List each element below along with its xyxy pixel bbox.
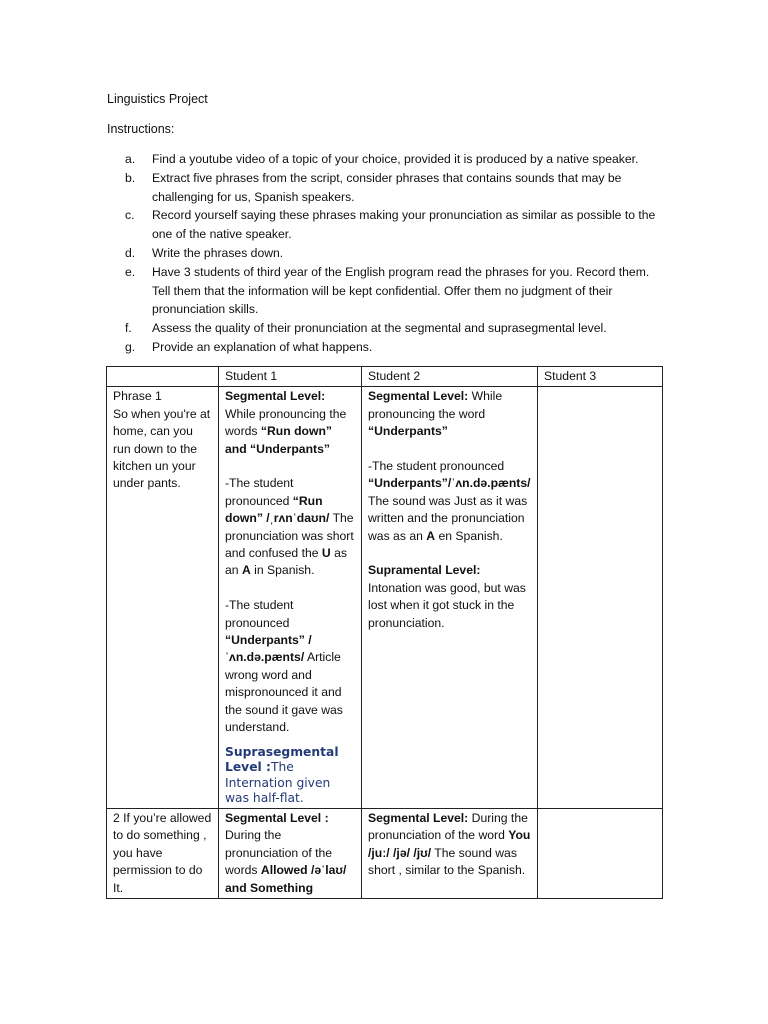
segmental-paragraph: Segmental Level : During the pronunciation of the words Allowed /əˈlaʊ/ and Something [225,810,347,895]
instruction-item: d. Write the phrases down. [125,245,284,260]
phrase-cell: 2 If you’re allowed to do something , you have permission to do It. [107,808,219,898]
pronunciation-note: -The student pronounced “Underpants” /ˈʌn.də.pænts/ Article wrong word and mispronounced it and the sound it gave was understand. [225,598,343,735]
segmental-paragraph: Segmental Level: While pronouncing the word “Underpants” [368,389,503,439]
student-1-cell [219,808,362,898]
phrase-cell [107,387,219,808]
assessment-table [106,366,663,899]
student-1-cell [219,387,362,808]
segmental-paragraph: Segmental Level: During the pronunciation of the word You /juː/ /jə/ /jʊ/ The sound was short , similar to the Spanish. [368,810,531,878]
document-title: Linguistics Project [107,92,208,106]
instruction-item: f. Assess the quality of their pronunciation at the segmental and suprasegmental level. [125,321,607,336]
suprasegmental-note: Suprasegmental Level :The Internation given was half-flat. [225,744,339,806]
phrase-label: Phrase 1 [113,389,162,404]
instruction-item: c. Record yourself saying these phrases making your pronunciation as similar as possible to the one of the native speaker. [125,208,656,242]
table-row [107,387,663,808]
header-cell-student-1: Student 1 [219,367,362,387]
pronunciation-note: -The student pronounced “Run down” /ˌrʌnˈdaʊn/ The pronunciation was short and confused the U as an A in Spanish. [225,476,354,578]
header-cell-student-2: Student 2 [362,367,538,387]
student-2-cell [362,387,538,808]
student-3-cell [538,387,663,808]
instruction-item: g. Provide an explanation of what happens. [125,339,373,354]
table-header-row [107,367,663,387]
header-cell-student-3: Student 3 [538,367,663,387]
instructions-list [125,150,665,357]
instruction-item: a. Find a youtube video of a topic of your choice, provided it is produced by a native speaker. [125,152,639,166]
instruction-item: b. Extract five phrases from the script, consider phrases that contains sounds that may be challenging for us, Spanish speakers. [125,170,622,204]
student-3-cell [538,808,663,898]
instructions-heading: Instructions: [107,122,175,136]
pronunciation-note: -The student pronounced “Underpants”/ˈʌn.də.pænts/ The sound was Just as it was written and the pronunciation was as an A en Spanish. [368,459,531,543]
table-row [107,808,663,898]
segmental-paragraph: Segmental Level: While pronouncing the words “Run down” and “Underpants” [225,389,347,456]
supramental-note: Supramental Level: Intonation was good, but was lost when it got stuck in the pronunciation. [368,563,526,630]
header-cell-phrase [107,367,219,387]
instruction-item: e. Have 3 students of third year of the English program read the phrases for you. Record them. Tell them that the information will be kept confidential. Offer them no judgment of their pronunciation skills. [125,264,650,317]
student-2-cell [362,808,538,898]
phrase-text: So when you're at home, can you run down to the kitchen un your under pants. [113,406,211,491]
